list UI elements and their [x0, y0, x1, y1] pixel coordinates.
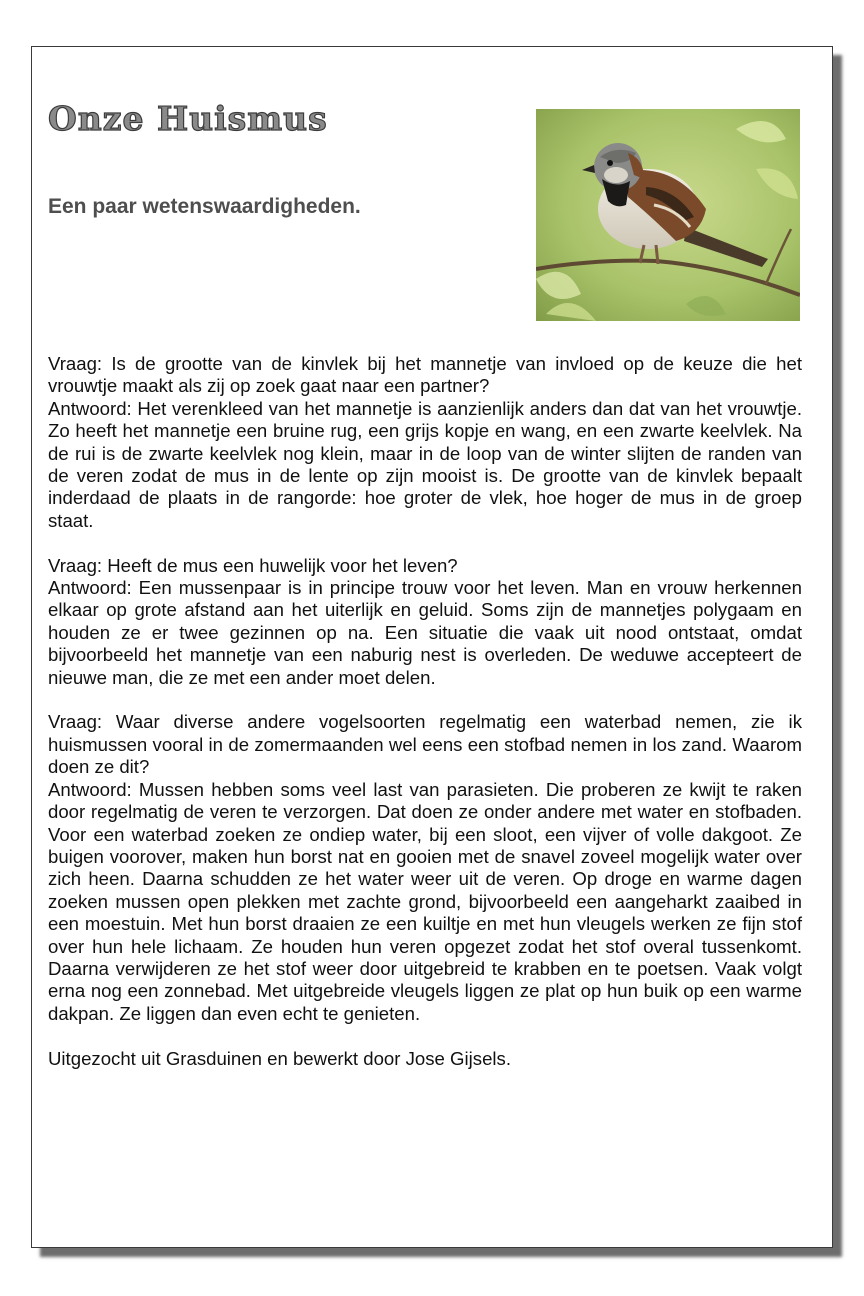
sparrow-photo — [536, 109, 800, 321]
question-text: Vraag: Heeft de mus een huwelijk voor het leven? — [48, 554, 458, 576]
question-text: Vraag: Waar diverse andere vogelsoorten regelmatig een waterbad nemen, zie ik huismussen vooral in de zomermaanden wel eens een stofbad nemen in los zand. Waarom doen ze dit? — [48, 711, 802, 778]
answer-text: Antwoord: Een mussenpaar is in principe trouw voor het leven. Man en vrouw herkennen elkaar op grote afstand aan het uiterlijk en geluid. Soms zijn de mannetjes polygaam en houden ze er twee gezinnen op na. Een situatie die vaak uit nood ontstaat, omdat bijvoorbeeld het mannetje van een naburig nest is overleden. De weduwe accepteert de nieuwe man, die ze met een ander moet delen. — [48, 577, 802, 688]
qa-block-3 — [48, 711, 802, 1025]
qa-block-2 — [48, 555, 802, 689]
article-body — [48, 353, 802, 1070]
page-title: Onze Huismus — [48, 99, 328, 138]
answer-text: Antwoord: Mussen hebben soms veel last van parasieten. Die proberen ze kwijt te raken door regelmatig de veren te verzorgen. Dat doen ze onder andere met water en stofbaden. Voor een waterbad zoeken ze ondiep water, bij een sloot, een vijver of volle dakgoot. Ze buigen voorover, maken hun borst nat en gooien met de snavel zoveel mogelijk water over zich heen. Daarna schudden ze het water weer uit de veren. Op droge en warme dagen zoeken mussen open plekken met zachte grond, bijvoorbeeld een aangeharkt zaaibed in een moestuin. Met hun borst draaien ze een kuiltje en met hun vleugels werken ze fijn stof over hun hele lichaam. Ze houden hun veren opgezet zodat het stof overal tussenkomt. Daarna verwijderen ze het stof weer door uitgebreid te krabben en te poetsen. Vaak volgt erna nog een zonnebad. Met uitgebreide vleugels liggen ze plat op hun buik op een warme dakpan. Ze liggen dan even echt te genieten. — [48, 778, 802, 1024]
document-page — [31, 46, 833, 1248]
answer-text: Antwoord: Het verenkleed van het mannetje is aanzienlijk anders dan dat van het vrouwtje. Zo heeft het mannetje een bruine rug, een grijs kopje en wang, en een zwarte keelvlek. Na de rui is de zwarte keelvlek nog klein, maar in de loop van de winter slijten de randen van de veren zodat de mus in de lente op zijn mooist is. De grootte van de kinvlek bepaalt inderdaad de plaats in de rangorde: hoe groter de vlek, hoe hoger de mus in de groep staat. — [48, 397, 802, 531]
question-text: Vraag: Is de grootte van de kinvlek bij het mannetje van invloed op de keuze die het vrouwtje maakt als zij op zoek gaat naar een partner? — [48, 353, 802, 397]
credit-line: Uitgezocht uit Grasduinen en bewerkt door Jose Gijsels. — [48, 1047, 512, 1069]
page-subtitle: Een paar wetenswaardigheden. — [48, 195, 361, 218]
qa-block-1 — [48, 353, 802, 532]
